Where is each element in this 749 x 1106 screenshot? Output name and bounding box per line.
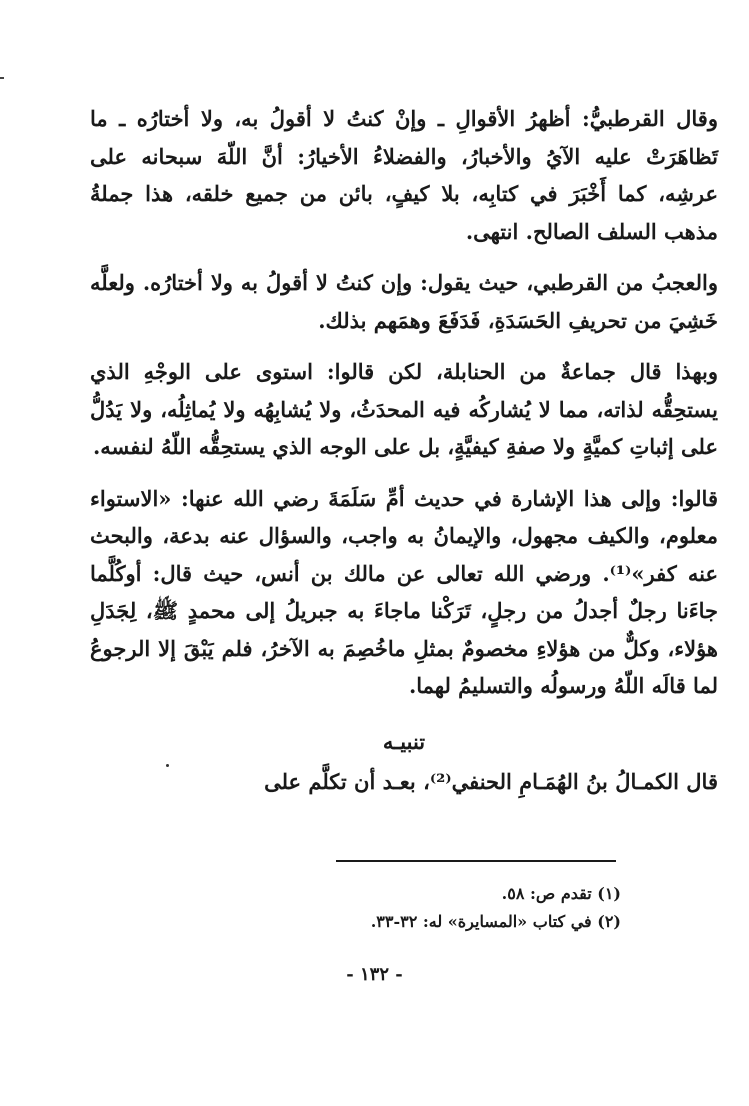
margin-scan-mark: [0, 77, 4, 79]
paragraph-kamal: قال الكمـالُ بنُ الهُمَـامِ الحنفي⁽²⁾، بعـد أن تكلَّم على: [264, 768, 718, 794]
footnote-rule: [336, 860, 616, 862]
page-number: - ١٣٢ -: [346, 964, 403, 985]
footnote-2: (٢) في كتاب «المسايرة» له: ٣٢-٣٣.: [370, 912, 621, 931]
footnote-1: (١) تقدم ص: ٥٨.: [501, 884, 621, 903]
paragraph-qurtubi-quote: وقال القرطبيُّ: أظهرُ الأقوالِ ـ وإنْ كنتُ لا أقولُ به، ولا أختارُه ـ ما تَظاهَرَتْ عليه الآيُ والأخبارُ، والفضلاءُ الأخيارُ: أنَّ اللّهَ سبحانه على عرشِه، كما أَخْبَرَ في كتابِه، بلا كيفٍ، بائن من جميع خلقه، هذا جملةُ مذهب السلف الصالح. انتهى.: [90, 106, 718, 244]
footnotes: [371, 880, 621, 936]
page-body: [90, 100, 718, 814]
paragraph-qurtubi-wonder: والعجبُ من القرطبي، حيث يقول: وإن كنتُ لا أقولُ به ولا أختارُه. ولعلَّه خَشِيَ من تحريفِ الحَسَدَةِ، فَدَفَعَ وهمَهم بذلك.: [90, 270, 718, 333]
stray-dot: [166, 764, 169, 767]
paragraph-umm-salama: قالوا: وإلى هذا الإشارة في حديث أمِّ سَلَمَةَ رضي الله عنها: «الاستواء معلوم، والكيف مجهول، والإيمانُ به واجب، والسؤال عنه بدعة، والبحث عنه كفر»⁽¹⁾. ورضي الله تعالى عن مالك بن أنس، حيث قال: أوكُلَّما جاءَنا رجلٌ أجدلُ من رجلٍ، تَرَكْنا ماجاءَ به جبريلُ إلى محمدٍ ﷺ، لِجَدَلِ هؤلاء، وكلٌّ من هؤلاءِ مخصومٌ بمثلِ ماخُصِمَ به الآخرُ، فلم يَبْقَ إلا الرجوعُ لما قالَه اللّهُ ورسولُه والتسليمُ لهما.: [90, 485, 719, 698]
section-heading: تنبيـه: [382, 728, 426, 754]
paragraph-hanbali: وبهذا قال جماعةٌ من الحنابلة، لكن قالوا: استوى على الوجْهِ الذي يستحِقُّه لذاته، مما لا يُشاركُه فيه المحدَثُ، ولا يُشابِهُه ولا يُماثِلُه، ولا يَدُلُّ على إثباتِ كميَّةٍ ولا صفةِ كيفيَّةٍ، بل على الوجه الذي يستحِقُّه اللّهُ لنفسه.: [90, 359, 718, 459]
